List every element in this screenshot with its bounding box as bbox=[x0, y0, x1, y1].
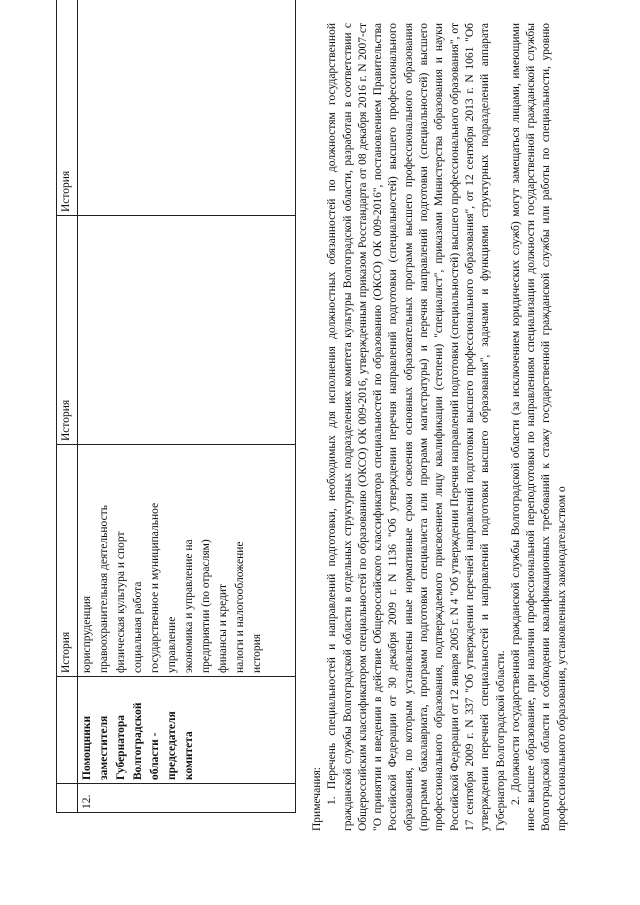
position-cell bbox=[78, 677, 296, 784]
list-item: государственное и муниципальное bbox=[149, 502, 161, 673]
header-cell-position bbox=[57, 677, 78, 784]
list-item: финансы и кредит bbox=[217, 583, 229, 673]
header-cell-history-2: История bbox=[57, 216, 78, 445]
list-item: предприятии (по отраслям) bbox=[200, 539, 212, 673]
list-item: управление bbox=[166, 616, 178, 673]
empty-cell bbox=[78, 0, 296, 216]
header-cell-history-3: История bbox=[57, 0, 78, 216]
position-title: Помощники заместителя Губернатора Волгоградской области - председателя комитета bbox=[81, 702, 195, 780]
notes-title: Примечания: bbox=[311, 767, 323, 831]
list-item: юриспруденция bbox=[81, 595, 93, 673]
list-item: социальная работа bbox=[132, 581, 144, 673]
note-paragraph-1: 1. Перечень специальностей и направлений подготовки, необходимых для исполнения должностных обязанностей по должностям государственной гражданской службы Волгоградской области в отдельных структурных подразделениях комитета культуры Волгоградской области, разработан в соответствии с Общероссийским классификатором специальностей по образованию (ОКСО) ОК 009-2016, утвержденным приказом Росстандарта от 08 декабря 2016 г. N 2007-ст "О принятии и введении в действие Общероссийского классификатора специальностей по образованию (ОКСО) ОК 009-2016", постановлением Правительства Российской Федерации от 30 декабря 2009 г. N 1136 "Об утверждении перечня направлений подготовки (специальностей) высшего профессионального образования, по которым установлены иные нормативные сроки освоения основных образовательных программ высшего профессионального образования (программ бакалавриата, программ подготовки специалиста или программ магистратуры) и перечня направлений подготовки (специальностей) высшего профессионального образования, подтверждаемого присвоением лицу квалификации (степени) "специалист", приказами Министерства образования и науки Российской Федерации от 12 января 2005 г. N 4 "Об утверждении Перечня направлений подготовки (специальностей) высшего профессионального образования", от 17 сентября 2009 г. N 337 "Об утверждении перечней направлений подготовки высшего профессионального образования", от 12 сентября 2013 г. N 1061 "Об утверждении перечней специальностей и направлений подготовки высшего образования", задачами и функциями структурных подразделений аппарата Губернатора Волгоградской области. bbox=[326, 23, 507, 831]
specialties-cell bbox=[78, 445, 296, 677]
notes-section bbox=[310, 23, 570, 831]
list-item: экономика и управление на bbox=[183, 539, 195, 673]
specialties-list bbox=[79, 448, 266, 673]
empty-cell bbox=[78, 216, 296, 445]
table-header-row bbox=[57, 0, 78, 813]
header-cell-history-1: История bbox=[57, 445, 78, 677]
list-item: налоги и налогообложение bbox=[234, 541, 246, 673]
header-cell-number bbox=[57, 784, 78, 813]
row-number-cell: 12. bbox=[78, 784, 296, 813]
list-item: история bbox=[251, 633, 263, 673]
note-paragraph-2: 2. Должности государственной гражданской службы Волгоградской области (за исключением юридических служб) могут замещаться лицами, имеющими иное высшее образование, при наличии профессиональной переподготовки по направлениям специализации должности государственной гражданской службы Волгоградской области и соблюдении квалификационных требований к стажу государственной гражданской службы или работы по специальности, уровню профессионального образования, установленных законодательством о bbox=[509, 23, 568, 831]
specialties-table bbox=[56, 0, 296, 813]
table-row bbox=[78, 0, 296, 813]
list-item: правоохранительная деятельность bbox=[98, 505, 110, 673]
list-item: физическая культура и спорт bbox=[115, 531, 127, 673]
